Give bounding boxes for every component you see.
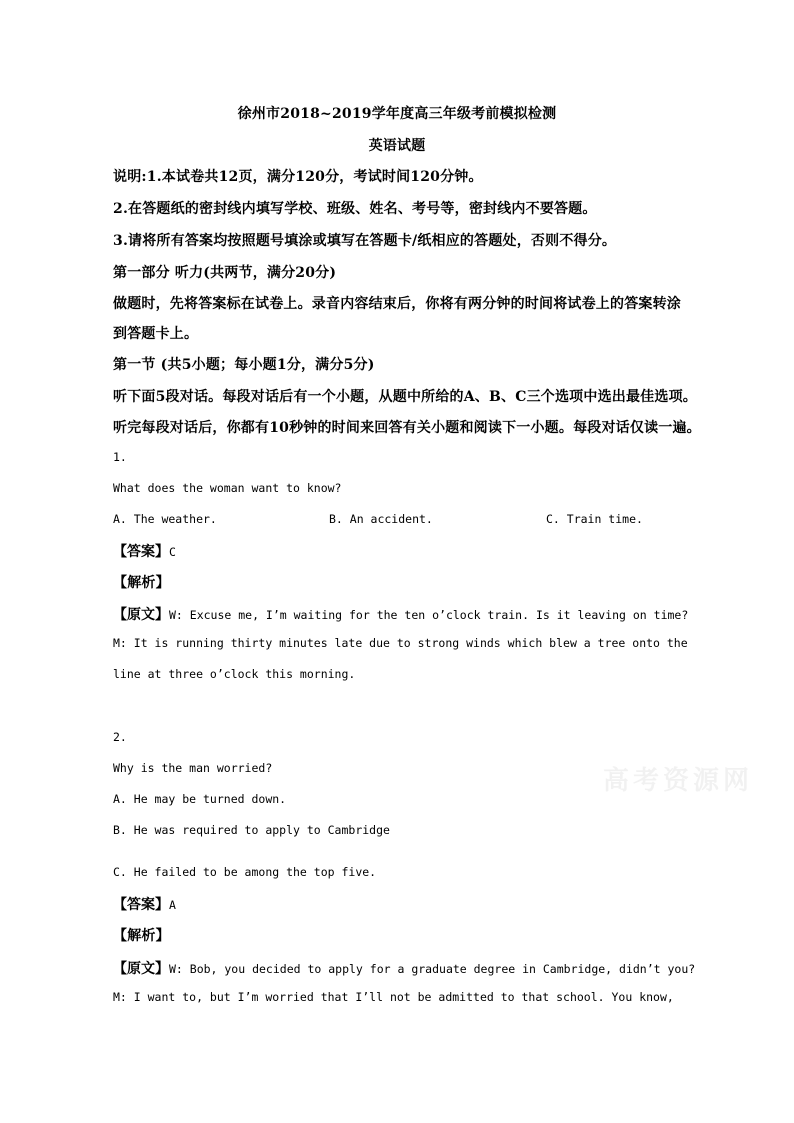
q2-option-b: B. He was required to apply to Cambridge [113, 823, 390, 837]
note-1: 说明:1.本试卷共12页，满分120分，考试时间120分钟。 [113, 169, 483, 185]
q2-transcript-label: 【原文】 [113, 961, 169, 977]
q1-transcript-line1 [113, 604, 688, 624]
note-2: 2.在答题纸的密封线内填写学校、班级、姓名、考号等，密封线内不要答题。 [113, 201, 597, 217]
q1-transcript-text1: W: Excuse me, I’m waiting for the ten o’clock train. Is it leaving on time? [169, 608, 689, 622]
q2-question: Why is the man worried? [113, 761, 273, 775]
q2-transcript-text1: W: Bob, you decided to apply for a graduate degree in Cambridge, didn’t you? [169, 962, 696, 976]
q1-transcript-line2: M: It is running thirty minutes late due to strong winds which blew a tree onto the [113, 636, 688, 650]
part1-instruction-line1: 做题时，先将答案标在试卷上。录音内容结束后，你将有两分钟的时间将试卷上的答案转涂 [113, 296, 681, 312]
q1-transcript-label: 【原文】 [113, 607, 169, 623]
exam-subtitle: 英语试题 [368, 138, 426, 154]
q1-answer-label: 【答案】 [113, 544, 169, 560]
q2-option-a: A. He may be turned down. [113, 792, 287, 806]
q2-answer [113, 894, 176, 914]
q2-number: 2. [113, 730, 127, 744]
note-3: 3.请将所有答案均按照题号填涂或填写在答题卡/纸相应的答题处，否则不得分。 [113, 233, 617, 249]
q1-analysis-label: 【解析】 [113, 575, 170, 591]
section1-instruction-line1: 听下面5段对话。每段对话后有一个小题，从题中所给的A、B、C三个选项中选出最佳选项。 [113, 389, 697, 405]
q1-answer-value: C [169, 545, 176, 559]
exam-title: 徐州市2018~2019学年度高三年级考前模拟检测 [237, 106, 557, 122]
q1-option-b: B. An accident. [329, 512, 433, 526]
q2-answer-value: A [169, 898, 176, 912]
q2-transcript-line2: M: I want to, but I’m worried that I’ll not be admitted to that school. You know, [113, 990, 674, 1004]
part1-instruction-line2: 到答题卡上。 [113, 326, 199, 342]
q2-answer-label: 【答案】 [113, 897, 169, 913]
section1-heading: 第一节 (共5小题；每小题1分，满分5分) [113, 357, 375, 373]
watermark: 高考资源网 [603, 766, 754, 796]
q2-transcript-line1 [113, 958, 695, 978]
q1-number: 1. [113, 450, 127, 464]
q1-transcript-line3: line at three o’clock this morning. [113, 667, 356, 681]
q2-option-c: C. He failed to be among the top five. [113, 865, 377, 879]
q1-question: What does the woman want to know? [113, 481, 342, 495]
section1-instruction-line2: 听完每段对话后，你都有10秒钟的时间来回答有关小题和阅读下一小题。每段对话仅读一遍。 [113, 420, 701, 436]
part1-heading: 第一部分 听力(共两节，满分20分) [113, 265, 337, 281]
q1-answer [113, 541, 176, 561]
q1-option-a: A. The weather. [113, 512, 217, 526]
q1-option-c: C. Train time. [546, 512, 643, 526]
q2-analysis-label: 【解析】 [113, 928, 170, 944]
